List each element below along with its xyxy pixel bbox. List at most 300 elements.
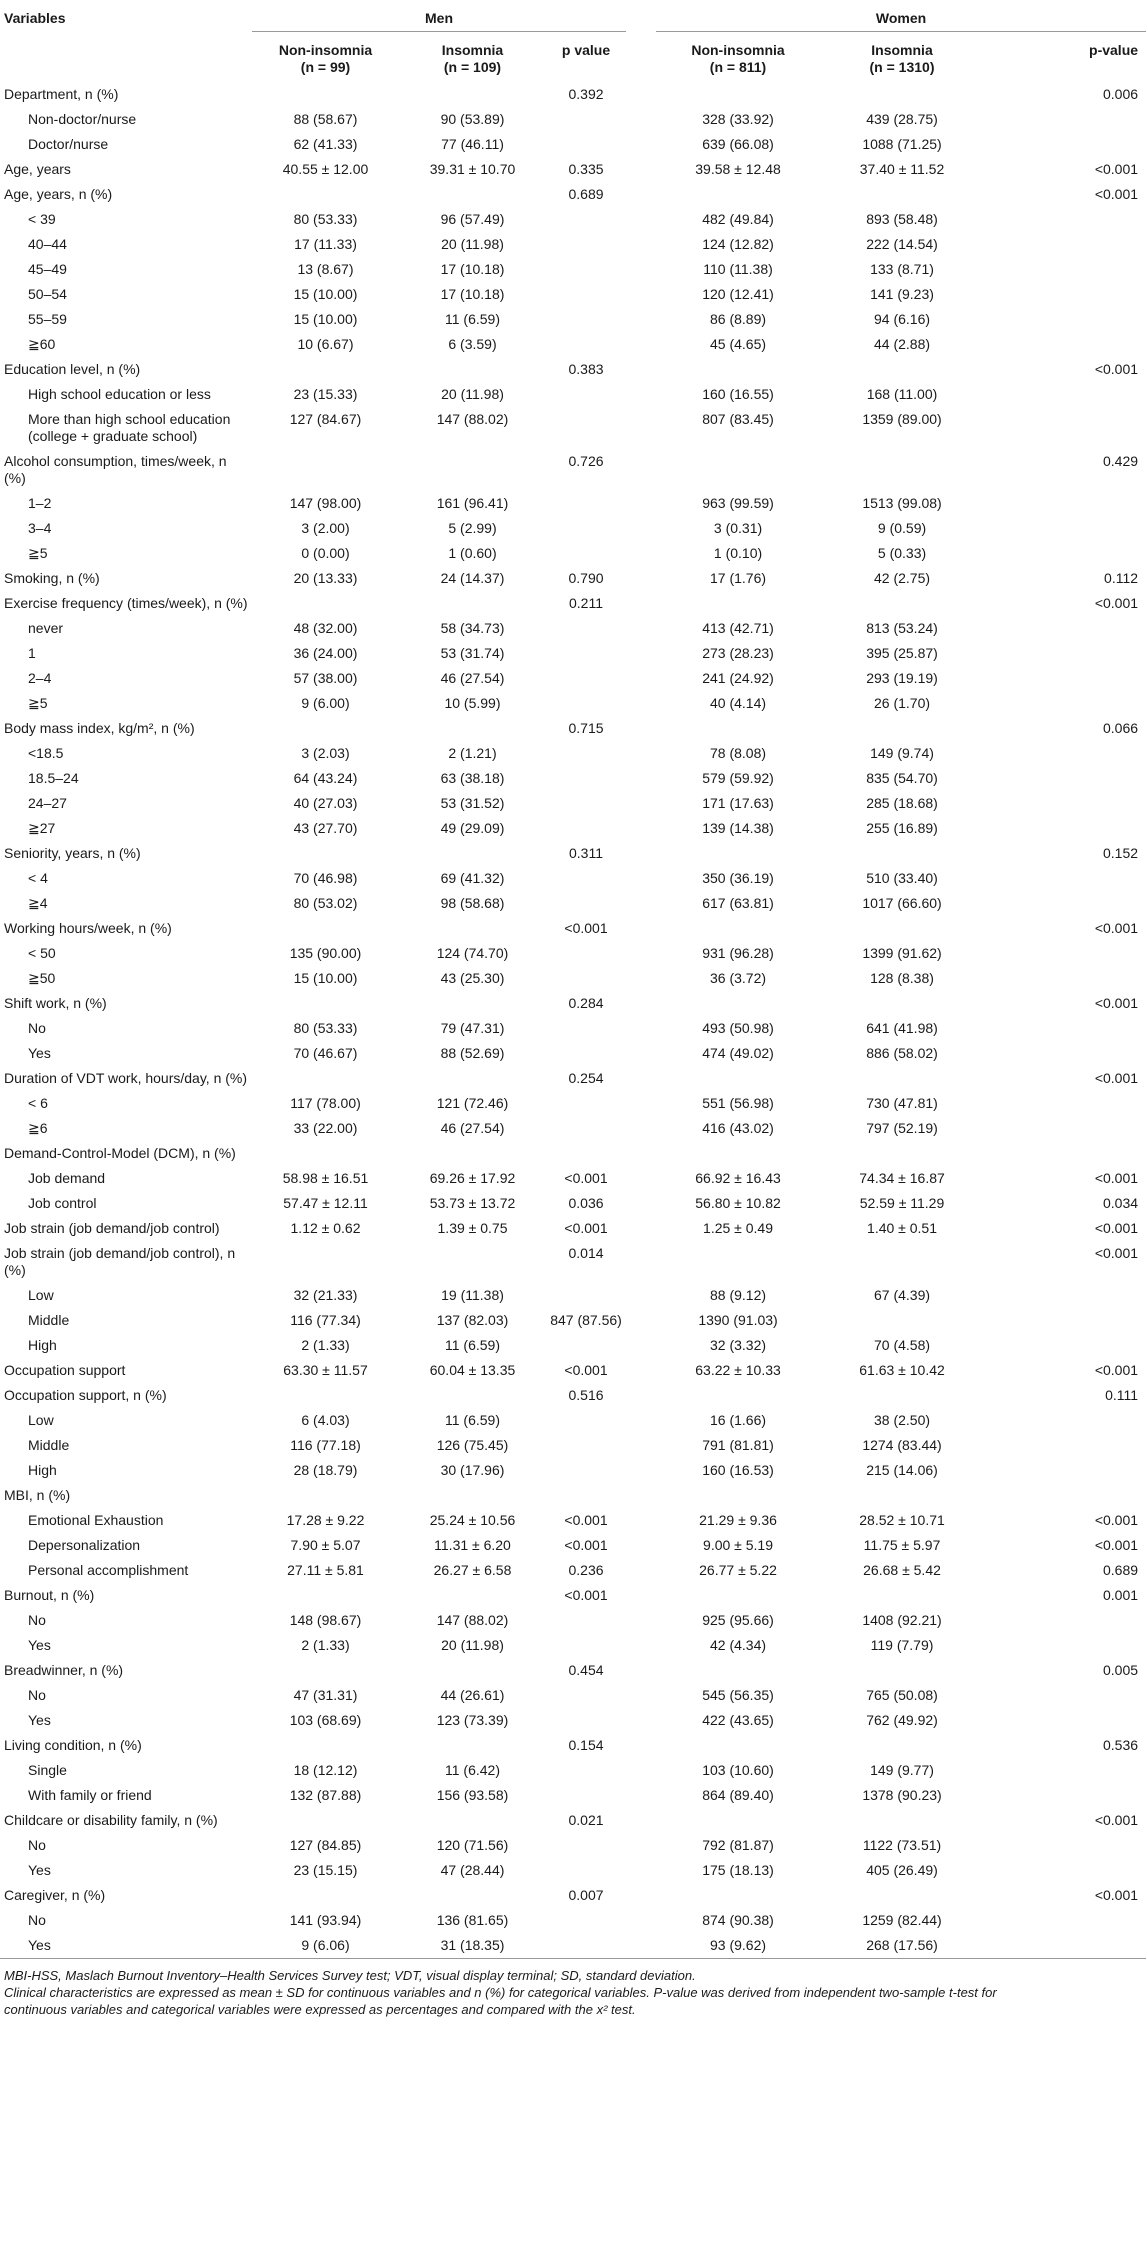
row-label: More than high school education (college + graduate school) xyxy=(28,411,231,444)
men-non-cell xyxy=(252,1733,399,1758)
men-ins-cell: 53 (31.52) xyxy=(440,795,505,811)
wom-ins-cell: 765 (50.08) xyxy=(866,1687,938,1703)
row-label: 40–44 xyxy=(28,236,67,252)
women-p-value-cell xyxy=(984,791,1146,816)
table-row xyxy=(0,107,1146,132)
wom-ins-cell: 44 (2.88) xyxy=(873,336,931,352)
men-non-cell: 1.12 ± 0.62 xyxy=(290,1220,361,1236)
wom-non-cell: 617 (63.81) xyxy=(702,895,774,911)
men-ins-cell xyxy=(399,1883,546,1908)
wom-ins-cell: 215 (14.06) xyxy=(866,1462,938,1478)
men-non-cell: 80 (53.33) xyxy=(293,211,358,227)
women-p-value-cell xyxy=(984,666,1146,691)
wom-ins-cell: 762 (49.92) xyxy=(866,1712,938,1728)
wom-ins-cell: 133 (8.71) xyxy=(870,261,934,277)
men-non-cell xyxy=(252,1658,399,1683)
women-p-value-cell xyxy=(984,541,1146,566)
women-p-value-cell xyxy=(984,107,1146,132)
men-non-cell: 17.28 ± 9.22 xyxy=(286,1512,365,1528)
men-non-cell: 70 (46.67) xyxy=(293,1045,358,1061)
wom-non-cell: 56.80 ± 10.82 xyxy=(695,1195,781,1211)
wom-ins-cell: 26.68 ± 5.42 xyxy=(863,1562,941,1578)
footnote-abbreviations: MBI-HSS, Maslach Burnout Inventory–Health Services Survey test; VDT, visual display terminal; SD, standard deviation. xyxy=(4,1968,696,1983)
wom-ins-cell xyxy=(820,1733,984,1758)
women-p-value-cell xyxy=(984,282,1146,307)
row-label: < 50 xyxy=(28,945,56,961)
men-p-cell xyxy=(546,307,626,332)
row-label: High xyxy=(28,1462,57,1478)
men-non-cell: 132 (87.88) xyxy=(289,1787,362,1803)
wom-ins-cell xyxy=(820,1066,984,1091)
women-p-value-cell xyxy=(984,491,1146,516)
men-p-cell: 0.284 xyxy=(568,995,604,1011)
row-label: ≧50 xyxy=(28,970,56,986)
table-row xyxy=(0,1708,1146,1733)
men-non-cell: 70 (46.98) xyxy=(293,870,358,886)
men-non-cell xyxy=(252,991,399,1016)
men-p-cell xyxy=(546,1783,626,1808)
men-ins-cell xyxy=(399,1066,546,1091)
women-group-header xyxy=(656,2,1146,36)
men-ins-cell: 98 (58.68) xyxy=(440,895,505,911)
table-row xyxy=(0,1241,1146,1283)
men-ins-cell: 24 (14.37) xyxy=(440,570,505,586)
men-p-cell: 0.392 xyxy=(568,86,604,102)
men-ins-cell xyxy=(399,591,546,616)
men-p-cell xyxy=(546,1608,626,1633)
wom-ins-cell: 268 (17.56) xyxy=(820,1933,984,1959)
wom-ins-cell: 9 (0.59) xyxy=(877,520,927,536)
wom-ins-cell: 26 (1.70) xyxy=(873,695,931,711)
wom-ins-cell: 293 (19.19) xyxy=(866,670,938,686)
table-row xyxy=(0,407,1146,449)
men-non-insomnia-header xyxy=(252,36,399,82)
wom-non-cell: 350 (36.19) xyxy=(702,870,774,886)
men-ins-cell xyxy=(399,1383,546,1408)
men-ins-cell: 46 (27.54) xyxy=(440,670,505,686)
men-p-cell xyxy=(546,491,626,516)
men-ins-cell: 46 (27.54) xyxy=(440,1120,505,1136)
men-p-cell xyxy=(546,132,626,157)
men-p-cell xyxy=(546,791,626,816)
col-label: Insomnia xyxy=(871,42,933,58)
men-non-cell: 47 (31.31) xyxy=(293,1687,358,1703)
men-non-cell: 15 (10.00) xyxy=(293,286,358,302)
wom-non-cell: 1 (0.10) xyxy=(713,545,763,561)
table-row xyxy=(0,449,1146,491)
men-ins-cell: 147 (88.02) xyxy=(436,411,509,427)
men-p-cell xyxy=(546,966,626,991)
men-non-cell: 10 (6.67) xyxy=(297,336,354,352)
men-ins-cell xyxy=(399,82,546,107)
men-ins-cell: 60.04 ± 13.35 xyxy=(429,1362,516,1378)
row-label: Breadwinner, n (%) xyxy=(4,1662,124,1678)
wom-non-cell: 925 (95.66) xyxy=(702,1612,774,1628)
wom-non-cell: 124 (12.82) xyxy=(702,236,774,252)
women-non-insomnia-header xyxy=(656,36,820,82)
men-ins-cell: 161 (96.41) xyxy=(436,495,509,511)
row-label: Occupation support xyxy=(4,1362,126,1378)
table-row xyxy=(0,1091,1146,1116)
wom-ins-cell: 641 (41.98) xyxy=(866,1020,938,1036)
men-p-cell xyxy=(546,516,626,541)
table-row xyxy=(0,916,1146,941)
men-p-cell: 0.021 xyxy=(568,1812,604,1828)
men-p-cell xyxy=(546,1141,626,1166)
row-label: ≧27 xyxy=(28,820,56,836)
row-label: Low xyxy=(28,1412,54,1428)
women-p-value-cell: <0.001 xyxy=(1094,1537,1139,1553)
men-ins-cell: 77 (46.11) xyxy=(441,136,504,152)
women-p-value-cell xyxy=(984,941,1146,966)
table-row xyxy=(0,1633,1146,1658)
wom-non-cell: 416 (43.02) xyxy=(702,1120,774,1136)
wom-ins-cell: 797 (52.19) xyxy=(866,1120,938,1136)
men-non-cell: 18 (12.12) xyxy=(293,1762,358,1778)
women-p-value-cell xyxy=(984,516,1146,541)
men-non-cell: 15 (10.00) xyxy=(293,970,358,986)
women-p-value-cell: <0.001 xyxy=(1094,1512,1139,1528)
wom-ins-cell: 835 (54.70) xyxy=(866,770,938,786)
men-ins-cell: 156 (93.58) xyxy=(436,1787,509,1803)
wom-ins-cell xyxy=(820,916,984,941)
men-ins-cell: 11 (6.42) xyxy=(445,1762,500,1778)
women-p-value-cell xyxy=(984,1933,1146,1959)
wom-non-cell xyxy=(656,1808,820,1833)
men-ins-cell: 124 (74.70) xyxy=(436,945,509,961)
men-p-cell: 0.311 xyxy=(569,845,603,861)
men-ins-cell: 11.31 ± 6.20 xyxy=(434,1537,511,1553)
men-p-cell xyxy=(546,282,626,307)
wom-non-cell: 103 (10.60) xyxy=(702,1762,774,1778)
table-row xyxy=(0,1883,1146,1908)
men-p-cell xyxy=(546,207,626,232)
men-non-cell: 62 (41.33) xyxy=(293,136,358,152)
table-row xyxy=(0,491,1146,516)
women-p-value-cell: 0.112 xyxy=(1104,570,1139,586)
col-n: (n = 1310) xyxy=(869,59,935,75)
men-non-cell: 80 (53.33) xyxy=(293,1020,358,1036)
women-p-value-cell: 0.001 xyxy=(1102,1587,1139,1603)
men-ins-cell xyxy=(399,916,546,941)
wom-non-cell xyxy=(656,991,820,1016)
men-non-cell xyxy=(252,1483,399,1508)
wom-non-cell xyxy=(656,1733,820,1758)
wom-ins-cell: 70 (4.58) xyxy=(873,1337,931,1353)
wom-non-cell xyxy=(656,1066,820,1091)
men-p-cell xyxy=(546,666,626,691)
men-p-cell xyxy=(546,1708,626,1733)
row-label: ≧4 xyxy=(28,895,48,911)
wom-ins-cell xyxy=(820,449,984,491)
wom-ins-cell: 886 (58.02) xyxy=(866,1045,938,1061)
table-row xyxy=(0,332,1146,357)
table-row xyxy=(0,382,1146,407)
men-p-cell: <0.001 xyxy=(564,1362,608,1378)
women-p-value-cell: <0.001 xyxy=(1094,1070,1139,1086)
wom-non-cell: 3 (0.31) xyxy=(713,520,763,536)
men-p-cell xyxy=(546,1408,626,1433)
row-label: Department, n (%) xyxy=(4,86,119,102)
men-non-cell: 20 (13.33) xyxy=(293,570,358,586)
wom-non-cell: 171 (17.63) xyxy=(702,795,774,811)
wom-ins-cell xyxy=(820,1383,984,1408)
women-p-value-cell xyxy=(984,1333,1146,1358)
wom-non-cell: 9.00 ± 5.19 xyxy=(703,1537,773,1553)
women-p-value-cell xyxy=(984,257,1146,282)
men-ins-cell: 69 (41.32) xyxy=(440,870,505,886)
row-label: Age, years, n (%) xyxy=(4,186,113,202)
wom-ins-cell: 405 (26.49) xyxy=(866,1862,938,1878)
men-p-cell: <0.001 xyxy=(564,1170,608,1186)
row-label: ≧60 xyxy=(28,336,56,352)
men-non-cell: 40.55 ± 12.00 xyxy=(282,161,369,177)
men-non-cell: 103 (68.69) xyxy=(289,1712,362,1728)
men-non-cell xyxy=(252,716,399,741)
women-p-value-cell xyxy=(984,1016,1146,1041)
wom-non-cell xyxy=(656,1383,820,1408)
men-ins-cell xyxy=(399,1483,546,1508)
wom-non-cell: 160 (16.53) xyxy=(702,1462,774,1478)
women-p-value-cell xyxy=(984,1483,1146,1508)
wom-non-cell: 874 (90.38) xyxy=(702,1912,774,1928)
men-p-cell xyxy=(546,1433,626,1458)
wom-non-cell: 16 (1.66) xyxy=(709,1412,767,1428)
men-ins-cell: 39.31 ± 10.70 xyxy=(429,161,516,177)
men-non-cell: 6 (4.03) xyxy=(301,1412,350,1428)
wom-non-cell xyxy=(656,1583,820,1608)
row-label: No xyxy=(28,1612,46,1628)
row-label: Job control xyxy=(28,1195,97,1211)
men-ins-cell xyxy=(399,357,546,382)
men-non-cell xyxy=(252,1883,399,1908)
women-p-value-cell: 0.066 xyxy=(1102,720,1139,736)
men-non-cell: 32 (21.33) xyxy=(293,1287,358,1303)
row-label: 1 xyxy=(28,645,36,661)
wom-ins-cell: 395 (25.87) xyxy=(866,645,938,661)
women-p-value-cell xyxy=(984,641,1146,666)
variables-header: Variables xyxy=(4,10,66,26)
table-row xyxy=(0,1333,1146,1358)
men-p-cell xyxy=(546,1758,626,1783)
col-label: Non-insomnia xyxy=(691,42,785,58)
table-row xyxy=(0,1658,1146,1683)
table-row xyxy=(0,257,1146,282)
wom-ins-cell: 5 (0.33) xyxy=(877,545,927,561)
men-ins-cell: 31 (18.35) xyxy=(399,1933,546,1959)
table-row xyxy=(0,232,1146,257)
wom-non-cell xyxy=(656,1141,820,1166)
wom-ins-cell: 67 (4.39) xyxy=(873,1287,931,1303)
women-p-value-cell: 0.689 xyxy=(1102,1562,1139,1578)
table-row xyxy=(0,1041,1146,1066)
table-row xyxy=(0,1483,1146,1508)
wom-ins-cell xyxy=(820,716,984,741)
men-p-cell xyxy=(546,1933,626,1959)
men-non-cell: 127 (84.67) xyxy=(289,411,362,427)
wom-non-cell: 39.58 ± 12.48 xyxy=(695,161,781,177)
wom-non-cell: 963 (99.59) xyxy=(702,495,774,511)
men-group-header xyxy=(252,2,626,36)
table-row xyxy=(0,1216,1146,1241)
wom-ins-cell xyxy=(820,841,984,866)
wom-ins-cell: 1378 (90.23) xyxy=(862,1787,942,1803)
wom-ins-cell: 28.52 ± 10.71 xyxy=(859,1512,945,1528)
row-label: Education level, n (%) xyxy=(4,361,141,377)
men-non-cell: 57 (38.00) xyxy=(293,670,358,686)
table-row xyxy=(0,1408,1146,1433)
wom-non-cell: 160 (16.55) xyxy=(702,386,774,402)
women-p-value-cell xyxy=(984,1758,1146,1783)
men-p-value-header: p value xyxy=(561,42,611,58)
men-non-cell xyxy=(252,916,399,941)
table-row xyxy=(0,641,1146,666)
row-label: 18.5–24 xyxy=(28,770,79,786)
men-non-cell: 33 (22.00) xyxy=(293,1120,358,1136)
row-label: Smoking, n (%) xyxy=(4,570,100,586)
row-label: Demand-Control-Model (DCM), n (%) xyxy=(4,1145,236,1161)
row-label: Yes xyxy=(28,1862,51,1878)
men-non-cell: 116 (77.34) xyxy=(290,1312,361,1328)
table-row xyxy=(0,891,1146,916)
row-label: High school education or less xyxy=(28,386,211,402)
row-label: High xyxy=(28,1337,57,1353)
men-ins-cell: 26.27 ± 6.58 xyxy=(433,1562,512,1578)
men-ins-cell: 47 (28.44) xyxy=(440,1862,505,1878)
women-p-value-cell: 0.111 xyxy=(1105,1387,1139,1403)
table-row xyxy=(0,666,1146,691)
women-p-value-cell xyxy=(984,307,1146,332)
table-row xyxy=(0,1533,1146,1558)
men-ins-cell: 17 (10.18) xyxy=(440,261,505,277)
row-label: Working hours/week, n (%) xyxy=(4,920,172,936)
row-label: 2–4 xyxy=(28,670,52,686)
wom-non-cell: 792 (81.87) xyxy=(702,1837,774,1853)
men-ins-cell xyxy=(399,716,546,741)
men-ins-cell: 17 (10.18) xyxy=(440,286,505,302)
row-label: Seniority, years, n (%) xyxy=(4,845,141,861)
men-ins-cell xyxy=(399,991,546,1016)
row-label: Childcare or disability family, n (%) xyxy=(4,1812,218,1828)
wom-ins-cell: 37.40 ± 11.52 xyxy=(859,161,945,177)
col-label: Insomnia xyxy=(441,42,504,58)
table-row xyxy=(0,182,1146,207)
men-ins-cell: 43 (25.30) xyxy=(440,970,505,986)
women-p-value-cell: <0.001 xyxy=(1094,920,1139,936)
men-ins-cell: 63 (38.18) xyxy=(440,770,505,786)
men-p-cell xyxy=(546,407,626,449)
men-ins-cell: 90 (53.89) xyxy=(440,111,505,127)
men-ins-cell xyxy=(399,1583,546,1608)
row-label: Middle xyxy=(28,1312,70,1328)
wom-ins-cell: 285 (18.68) xyxy=(866,795,938,811)
wom-ins-cell: 255 (16.89) xyxy=(866,820,938,836)
men-p-cell xyxy=(546,1041,626,1066)
table-row xyxy=(0,132,1146,157)
women-p-value-cell xyxy=(984,1783,1146,1808)
row-label: < 39 xyxy=(28,211,56,227)
women-p-value-cell xyxy=(984,1116,1146,1141)
row-label: No xyxy=(28,1837,46,1853)
table-row xyxy=(0,1683,1146,1708)
wom-non-cell: 931 (96.28) xyxy=(702,945,774,961)
women-p-value-cell: 0.152 xyxy=(1102,845,1139,861)
wom-ins-cell: 1274 (83.44) xyxy=(862,1437,942,1453)
wom-non-cell: 1.25 ± 0.49 xyxy=(703,1220,773,1236)
row-label: No xyxy=(28,1020,46,1036)
wom-non-cell: 545 (56.35) xyxy=(702,1687,774,1703)
col-n: (n = 811) xyxy=(709,59,767,75)
men-non-cell xyxy=(252,841,399,866)
row-label: ≧5 xyxy=(28,695,48,711)
wom-non-cell: 93 (9.62) xyxy=(656,1933,820,1959)
men-p-cell xyxy=(546,616,626,641)
men-non-cell: 135 (90.00) xyxy=(289,945,362,961)
wom-non-cell: 42 (4.34) xyxy=(709,1637,767,1653)
wom-non-cell: 791 (81.81) xyxy=(702,1437,774,1453)
wom-non-cell xyxy=(656,591,820,616)
women-p-value-cell xyxy=(984,1141,1146,1166)
women-p-value-cell: <0.001 xyxy=(1094,595,1139,611)
women-p-value-cell xyxy=(984,866,1146,891)
table-row xyxy=(0,1583,1146,1608)
table-row xyxy=(0,357,1146,382)
men-p-cell: 0.254 xyxy=(568,1070,604,1086)
wom-non-cell: 639 (66.08) xyxy=(702,136,774,152)
wom-non-cell: 120 (12.41) xyxy=(702,286,774,302)
row-label: 50–54 xyxy=(28,286,67,302)
men-non-cell: 2 (1.33) xyxy=(301,1637,350,1653)
table-row xyxy=(0,1016,1146,1041)
row-label: 24–27 xyxy=(28,795,67,811)
women-p-value-cell xyxy=(984,1608,1146,1633)
men-p-cell: 847 (87.56) xyxy=(550,1312,622,1328)
men-non-cell: 40 (27.03) xyxy=(293,795,358,811)
row-label: Depersonalization xyxy=(28,1537,141,1553)
table-row xyxy=(0,991,1146,1016)
men-p-cell xyxy=(546,1333,626,1358)
women-p-value-cell xyxy=(984,966,1146,991)
table-row xyxy=(0,941,1146,966)
men-p-cell: 0.236 xyxy=(568,1562,604,1578)
table-row xyxy=(0,1066,1146,1091)
wom-non-cell: 273 (28.23) xyxy=(702,645,774,661)
men-non-cell: 27.11 ± 5.81 xyxy=(287,1562,364,1578)
men-ins-cell: 2 (1.21) xyxy=(448,745,497,761)
row-label: Single xyxy=(28,1762,67,1778)
wom-ins-cell xyxy=(820,1583,984,1608)
men-ins-cell: 147 (88.02) xyxy=(436,1612,509,1628)
men-non-cell: 64 (43.24) xyxy=(293,770,358,786)
table-row xyxy=(0,1191,1146,1216)
wom-ins-cell: 1.40 ± 0.51 xyxy=(867,1220,937,1236)
men-non-cell: 3 (2.00) xyxy=(301,520,350,536)
men-non-cell: 127 (84.85) xyxy=(289,1837,362,1853)
wom-ins-cell xyxy=(820,182,984,207)
wom-ins-cell: 510 (33.40) xyxy=(866,870,938,886)
women-p-value-cell: <0.001 xyxy=(1094,1812,1139,1828)
wom-non-cell: 579 (59.92) xyxy=(702,770,774,786)
wom-ins-cell: 149 (9.74) xyxy=(870,745,934,761)
row-label: Duration of VDT work, hours/day, n (%) xyxy=(4,1070,248,1086)
wom-non-cell: 63.22 ± 10.33 xyxy=(695,1362,781,1378)
men-ins-cell: 1 (0.60) xyxy=(448,545,497,561)
women-p-value-cell xyxy=(984,1458,1146,1483)
row-label: No xyxy=(28,1912,46,1928)
table-row xyxy=(0,1608,1146,1633)
col-label: Non-insomnia xyxy=(278,42,373,58)
men-ins-cell: 20 (11.98) xyxy=(441,236,504,252)
